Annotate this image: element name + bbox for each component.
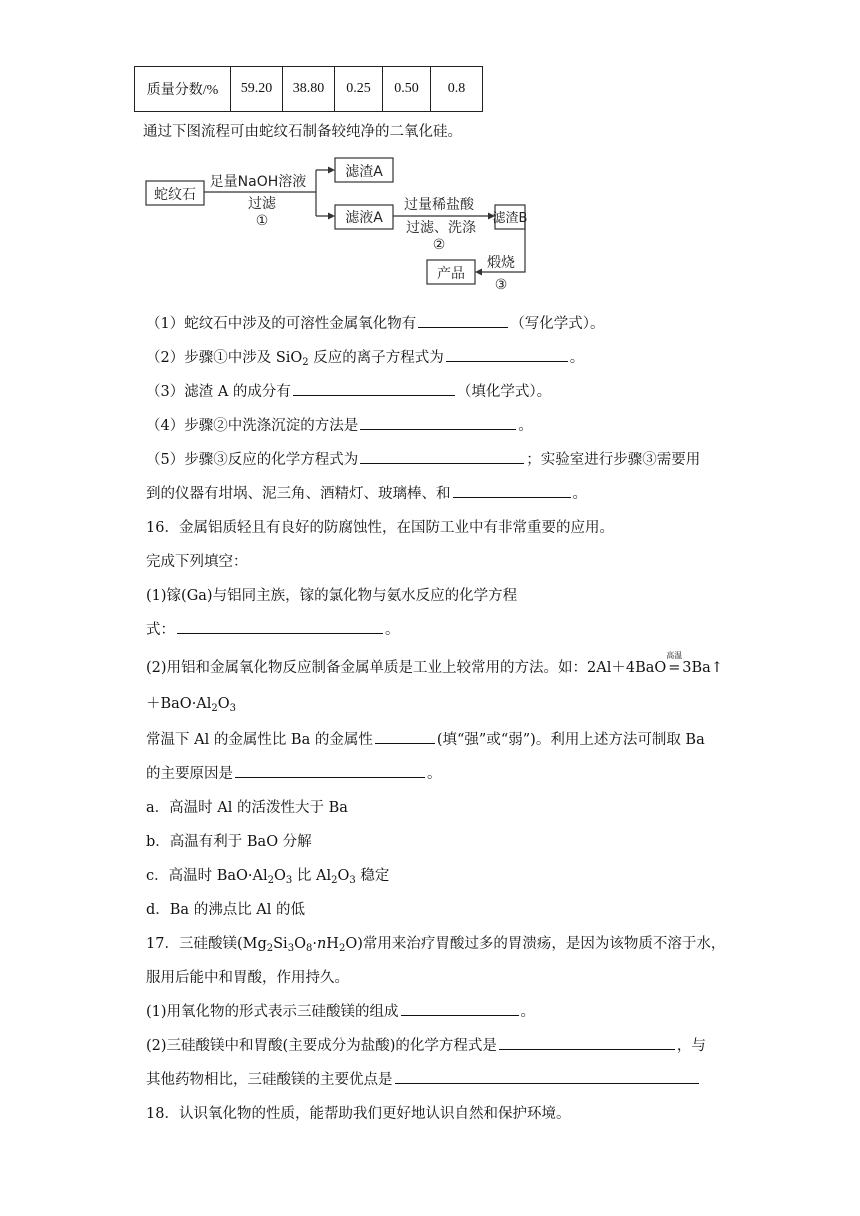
table-cell: 59.20 [231, 67, 283, 112]
step3-label: 煅烧 [487, 255, 515, 271]
q16-title: 16．金属铝质轻且有良好的防腐蚀性，在国防工业中有非常重要的应用。 [146, 520, 614, 536]
q15-item-2: （2）步骤①中涉及 SiO$_2$ 反应的离子方程式为 。 [146, 346, 584, 368]
q15-item-4: （4）步骤②中洗涤沉淀的方法是 。 [146, 414, 533, 435]
q16-item-1-cont: 式： 。 [146, 618, 400, 639]
q16-instruction: 完成下列填空： [146, 554, 248, 570]
q15-item-3: （3）滤渣 A 的成分有 （填化学式）。 [146, 380, 551, 401]
q17-item-2-cont: 其他药物相比，三硅酸镁的主要优点是 [146, 1068, 701, 1089]
answer-blank[interactable] [235, 763, 425, 778]
answer-blank[interactable] [446, 347, 568, 362]
answer-blank[interactable] [375, 729, 435, 744]
q15-item-5-cont: 到的仪器有坩埚、泥三角、酒精灯、玻璃棒、和 。 [146, 482, 587, 503]
answer-blank[interactable] [177, 619, 383, 634]
q16-option-a: a．高温时 Al 的活泼性大于 Ba [146, 800, 348, 816]
answer-blank[interactable] [401, 1001, 519, 1016]
q16-item-2: (2)用铝和金属氧化物反应制备金属单质是工业上较常用的方法。如：2Al＋4BaO 高温 = 3Ba↑ [146, 651, 723, 676]
node-residue-a: 滤渣A [345, 164, 383, 180]
step2-operation-label: 过滤、洗涤 [406, 220, 476, 236]
answer-blank[interactable] [293, 381, 455, 396]
table-row [135, 67, 483, 112]
node-product: 产品 [437, 266, 465, 282]
q17-item-1: (1)用氧化物的形式表示三硅酸镁的组成 。 [146, 1000, 535, 1021]
intro-text: 通过下图流程可由蛇纹石制备较纯净的二氧化硅。 [143, 124, 462, 140]
table-cell: 0.50 [383, 67, 431, 112]
table-row-header: 质量分数/% [135, 67, 231, 112]
composition-table [134, 66, 483, 112]
step1-reagent-label: 足量NaOH溶液 [209, 174, 307, 190]
step1-number: ① [255, 213, 269, 229]
q15-item-1: （1）蛇纹石中涉及的可溶性金属氧化物有 （写化学式）。 [146, 312, 604, 333]
q16-option-d: d．Ba 的沸点比 Al 的低 [146, 902, 306, 918]
answer-blank[interactable] [418, 313, 508, 328]
q16-item-3: 常温下 Al 的金属性比 Ba 的金属性 (填“强”或“弱”)。利用上述方法可制取 Ba [146, 728, 705, 749]
q15-item-5: （5）步骤③反应的化学方程式为 ；实验室进行步骤③需要用 [146, 448, 700, 469]
step2-reagent-label: 过量稀盐酸 [404, 197, 474, 213]
q17-title-cont: 服用后能中和胃酸，作用持久。 [146, 970, 349, 986]
node-residue-b: 滤渣B [492, 211, 528, 226]
table-cell: 0.8 [431, 67, 483, 112]
q16-option-b: b．高温有利于 BaO 分解 [146, 834, 312, 850]
q17-item-2: (2)三硅酸镁中和胃酸(主要成分为盐酸)的化学方程式是 ，与 [146, 1034, 706, 1055]
q16-item-2-cont: $+BaO\cdot Al_2O_3$ [146, 696, 237, 714]
q18-title: 18．认识氧化物的性质，能帮助我们更好地认识自然和保护环境。 [146, 1106, 571, 1122]
table-cell: 38.80 [283, 67, 335, 112]
step2-number: ② [432, 237, 446, 253]
step1-operation-label: 过滤 [248, 196, 276, 212]
answer-blank[interactable] [360, 415, 516, 430]
step3-number: ③ [494, 277, 508, 293]
q16-item-4: 的主要原因是 。 [146, 762, 442, 783]
reaction-condition: 高温 [666, 651, 683, 660]
q16-option-c: c．高温时 $BaO\cdot Al_2O_3$ 比 $Al_2O_3$ 稳定 [146, 868, 390, 886]
table-cell: 0.25 [335, 67, 383, 112]
answer-blank[interactable] [395, 1069, 699, 1084]
q16-item-1: (1)镓(Ga)与铝同主族，镓的氯化物与氨水反应的化学方程 [146, 588, 518, 604]
node-serpentine: 蛇纹石 [154, 187, 196, 203]
node-filtrate-a: 滤液A [345, 210, 383, 226]
process-flow-diagram [140, 150, 540, 295]
q17-title: 17．三硅酸镁$(Mg_2Si_3O_8\cdot nH_2O)$常用来治疗胃酸过多的胃溃疡，是因为该物质不溶于水， [146, 936, 726, 954]
answer-blank[interactable] [499, 1035, 675, 1050]
answer-blank[interactable] [453, 483, 571, 498]
answer-blank[interactable] [360, 449, 524, 464]
